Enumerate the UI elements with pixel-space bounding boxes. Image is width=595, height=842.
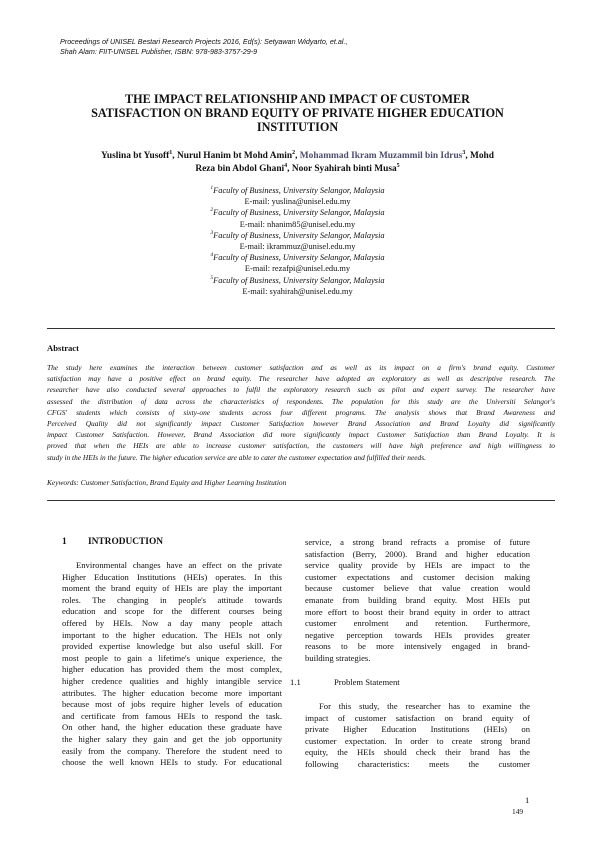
- subsection-title: Problem Statement: [334, 677, 400, 687]
- abstract-line: assessed the distribution of data across the characteristics of respondents. The population for this study are the Universiti Selangor's: [47, 396, 555, 406]
- body-line: reasons to be more intensively engaged in brand-: [305, 641, 530, 652]
- body-line: roles. The changing in people's attitude towards: [62, 594, 282, 605]
- author-separator: ,: [295, 151, 300, 161]
- author-name: Reza bin Abdol Ghani: [195, 164, 285, 174]
- body-line: service, a strong brand refracts a promise of future: [305, 537, 530, 547]
- body-line: customer enrolment and retention. Furthermore,: [305, 618, 530, 629]
- right-column-body: [305, 537, 530, 665]
- page-number: 149: [512, 807, 524, 816]
- body-line: higher education has provided them the most complex,: [62, 664, 282, 675]
- body-line: attributes. The higher education become more important: [62, 687, 282, 698]
- body-line: building strategies.: [305, 652, 371, 663]
- header-line-2: Shah Alam: FIIT-UNISEL Publisher, ISBN: 978-983-3757-29-9: [60, 47, 258, 56]
- affil-number: 4: [210, 252, 214, 259]
- body-line: Higher Education Institutions (HEIs) operates. In this: [62, 571, 282, 582]
- body-line: private Higher Education Institutions (HEIs) on: [305, 724, 530, 735]
- body-line: equity, the HEIs should check their brand has the: [305, 747, 530, 758]
- body-line: and certificate from famous HEIs to respond the task.: [62, 710, 282, 721]
- body-line: following characteristics: meets the customer: [305, 758, 530, 769]
- author-name: , Mohd: [465, 151, 494, 161]
- author-line-2: [40, 163, 555, 176]
- body-line: provided expertise knowledge but also useful skill. For: [62, 641, 282, 652]
- title-line-3: INSTITUTION: [256, 120, 339, 134]
- section-number: 1: [62, 537, 67, 547]
- subsection-heading-problem-statement: [290, 677, 400, 687]
- title-line-2: SATISFACTION ON BRAND EQUITY OF PRIVATE HIGHER EDUCATION: [91, 106, 504, 120]
- author-line-1: [40, 150, 555, 163]
- paper-title: [50, 92, 545, 134]
- affiliation-institution: [60, 230, 535, 241]
- left-column-body: [62, 560, 282, 769]
- section-heading-introduction: [62, 537, 163, 547]
- body-line: customer expectation. In order to create strong brand: [305, 735, 530, 746]
- author-name: , Noor Syahirah binti Musa: [287, 164, 397, 174]
- affiliation-email: E-mail: nhanim85@unisel.edu.my: [239, 219, 356, 229]
- abstract-body: [47, 362, 555, 463]
- author-affil-mark: 1: [169, 149, 173, 156]
- abstract-top-rule: [47, 328, 555, 329]
- affil-text: Faculty of Business, University Selangor, Malaysia: [213, 186, 385, 195]
- body-line: offered by HEIs. Now a day many people attach: [62, 617, 282, 628]
- affil-text: Faculty of Business, University Selangor, Malaysia: [213, 230, 385, 240]
- abstract-line: impact Customer Satisfaction. However, Brand Association did more significantly impact Customer Satisfaction than Brand Loyalty. It is: [47, 430, 555, 440]
- body-line: most people to gain a lifetime's unique experience, the: [62, 652, 282, 663]
- page-index: 1: [525, 795, 530, 805]
- affil-text: Faculty of Business, University Selangor, Malaysia: [213, 208, 385, 218]
- body-line: because most of jobs require higher levels of education: [62, 699, 282, 710]
- header-line-1: Proceedings of UNISEL Bestari Research Projects 2016, Ed(s): Setyawan Widyarto, et.al.,: [60, 37, 348, 46]
- body-line: higher credence qualities and highly intangible service: [62, 675, 282, 686]
- body-line: Environmental changes have an effect on the private: [76, 560, 282, 570]
- abstract-line: proved that when the HEIs are able to increase customer satisfaction, the customers will have high preference and high willingness to: [47, 441, 555, 451]
- author-name: Yuslina bt Yusoff: [101, 151, 170, 161]
- author-affil-mark: 4: [284, 162, 288, 169]
- affiliation-email: E-mail: syahirah@unisel.edu.my: [242, 286, 353, 296]
- author-affil-mark: 5: [396, 162, 400, 169]
- affil-number: 3: [210, 230, 214, 237]
- author-affil-mark: 2: [292, 149, 296, 156]
- abstract-line: CFGS' students which consists of sixty-one students across four different programs. The analysis shows that Brand Awareness and: [47, 407, 555, 417]
- affiliation-institution: [60, 185, 535, 196]
- affiliation-institution: [60, 207, 535, 218]
- abstract-line: researcher have also conducted several approaches to fulfil the exploratory research such as pilot and expert survey. The researcher have: [47, 385, 555, 395]
- affil-number: 2: [210, 207, 214, 214]
- body-line: because customer believe that value creation would: [305, 583, 530, 594]
- affiliation-list: [60, 185, 535, 297]
- proceedings-header: [60, 37, 540, 57]
- affil-text: Faculty of Business, University Selangor, Malaysia: [213, 253, 385, 263]
- abstract-line: study in the HEIs in the future. The higher education service are able to cater the customer expectation and fulfilled their needs.: [47, 452, 426, 462]
- body-line: easily from the company. Therefore the student need to: [62, 745, 282, 756]
- body-line: customer expectations and customer decision making: [305, 571, 530, 582]
- body-line: For this study, the researcher has to examine the: [319, 701, 530, 711]
- affiliation-institution: [60, 275, 535, 286]
- affiliation-email: E-mail: ikrammuz@unisel.edu.my: [239, 242, 356, 252]
- affil-number: 1: [210, 185, 214, 192]
- body-line: more effort to boost their brand equity in order to attract: [305, 606, 530, 617]
- affiliation-institution: [60, 252, 535, 263]
- abstract-line: Perceived Quality did not significantly impact Customer Satisfaction however Brand Association and Brand Loyalty did significantly: [47, 419, 555, 429]
- body-line: negative perception towards HEIs provides greater: [305, 629, 530, 640]
- affiliation-email: E-mail: rezafpi@unisel.edu.my: [244, 264, 351, 274]
- author-list: [40, 150, 555, 176]
- body-line: moment the brand equity of HEIs are play the important: [62, 583, 282, 594]
- title-line-1: THE IMPACT RELATIONSHIP AND IMPACT OF CUSTOMER: [125, 92, 470, 106]
- affil-text: Faculty of Business, University Selangor, Malaysia: [213, 275, 385, 285]
- problem-statement-body: [305, 701, 530, 771]
- subsection-number: 1.1: [290, 677, 301, 687]
- author-name: Mohammad Ikram Muzammil bin Idrus: [299, 151, 463, 161]
- abstract-heading: Abstract: [47, 343, 79, 353]
- abstract-bottom-rule: [47, 500, 555, 501]
- body-line: the higher salary they gain and get the job opportunity: [62, 733, 282, 744]
- body-line: impact of customer satisfaction on brand equity of: [305, 712, 530, 723]
- body-line: choose the well known HEIs to study. For educational: [62, 757, 282, 768]
- author-name: , Nurul Hanim bt Mohd Amin: [172, 151, 293, 161]
- author-affil-mark: 3: [462, 149, 466, 156]
- affiliation-email: E-mail: yuslina@unisel.edu.my: [244, 197, 351, 207]
- affil-number: 5: [210, 274, 214, 281]
- body-line: service quality provide by HEIs are impact to the: [305, 560, 530, 571]
- abstract-line: The study here examines the interaction between customer satisfaction and as well as its impact on a firm's brand equity. Customer: [47, 363, 555, 372]
- body-line: important to the higher education. The HEIs not only: [62, 629, 282, 640]
- section-title: INTRODUCTION: [88, 537, 164, 547]
- body-line: satisfaction (Berry, 2000). Brand and higher education: [305, 548, 530, 559]
- body-line: emanate from building brand equity. Most HEIs put: [305, 594, 530, 605]
- keywords-line: Keywords: Customer Satisfaction, Brand Equity and Higher Learning Institution: [47, 478, 287, 487]
- abstract-line: satisfaction may have a positive effect on brand equity. The researcher have adopted an exploratory as well as descriptive research. The: [47, 374, 555, 384]
- body-line: education and scope for the different courses being: [62, 606, 282, 617]
- body-line: On other hand, the higher education these graduate have: [62, 722, 282, 733]
